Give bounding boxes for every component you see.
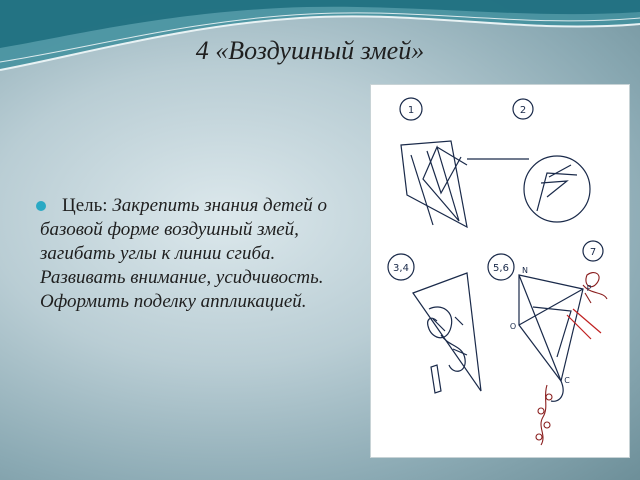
kite-instruction-image (370, 84, 630, 458)
point-label-c: C (564, 376, 570, 385)
step-label-7: 7 (589, 247, 597, 258)
point-label-n: N (522, 266, 528, 275)
bullet-icon (36, 201, 46, 211)
step-label-1: 1 (407, 105, 415, 116)
step-56-kite (519, 275, 583, 381)
goal-label: Цель: (62, 195, 108, 216)
slide-title: 4 «Воздушный змей» (195, 36, 425, 65)
goal-paragraph (40, 194, 358, 314)
step-label-34: 3,4 (393, 263, 409, 274)
step-label-56: 5,6 (493, 263, 509, 274)
kite-diagram (371, 85, 629, 457)
step-34-kite (413, 273, 481, 391)
step-label-2: 2 (519, 105, 527, 116)
goal-text: Закрепить знания детей о базовой форме воздушный змей, загибать углы к линии сгиба. Развивать внимание, усидчивость. Оформить поделку аппликацией. (40, 195, 327, 312)
point-label-o: O (509, 322, 517, 331)
point-label-p: P (586, 284, 592, 293)
